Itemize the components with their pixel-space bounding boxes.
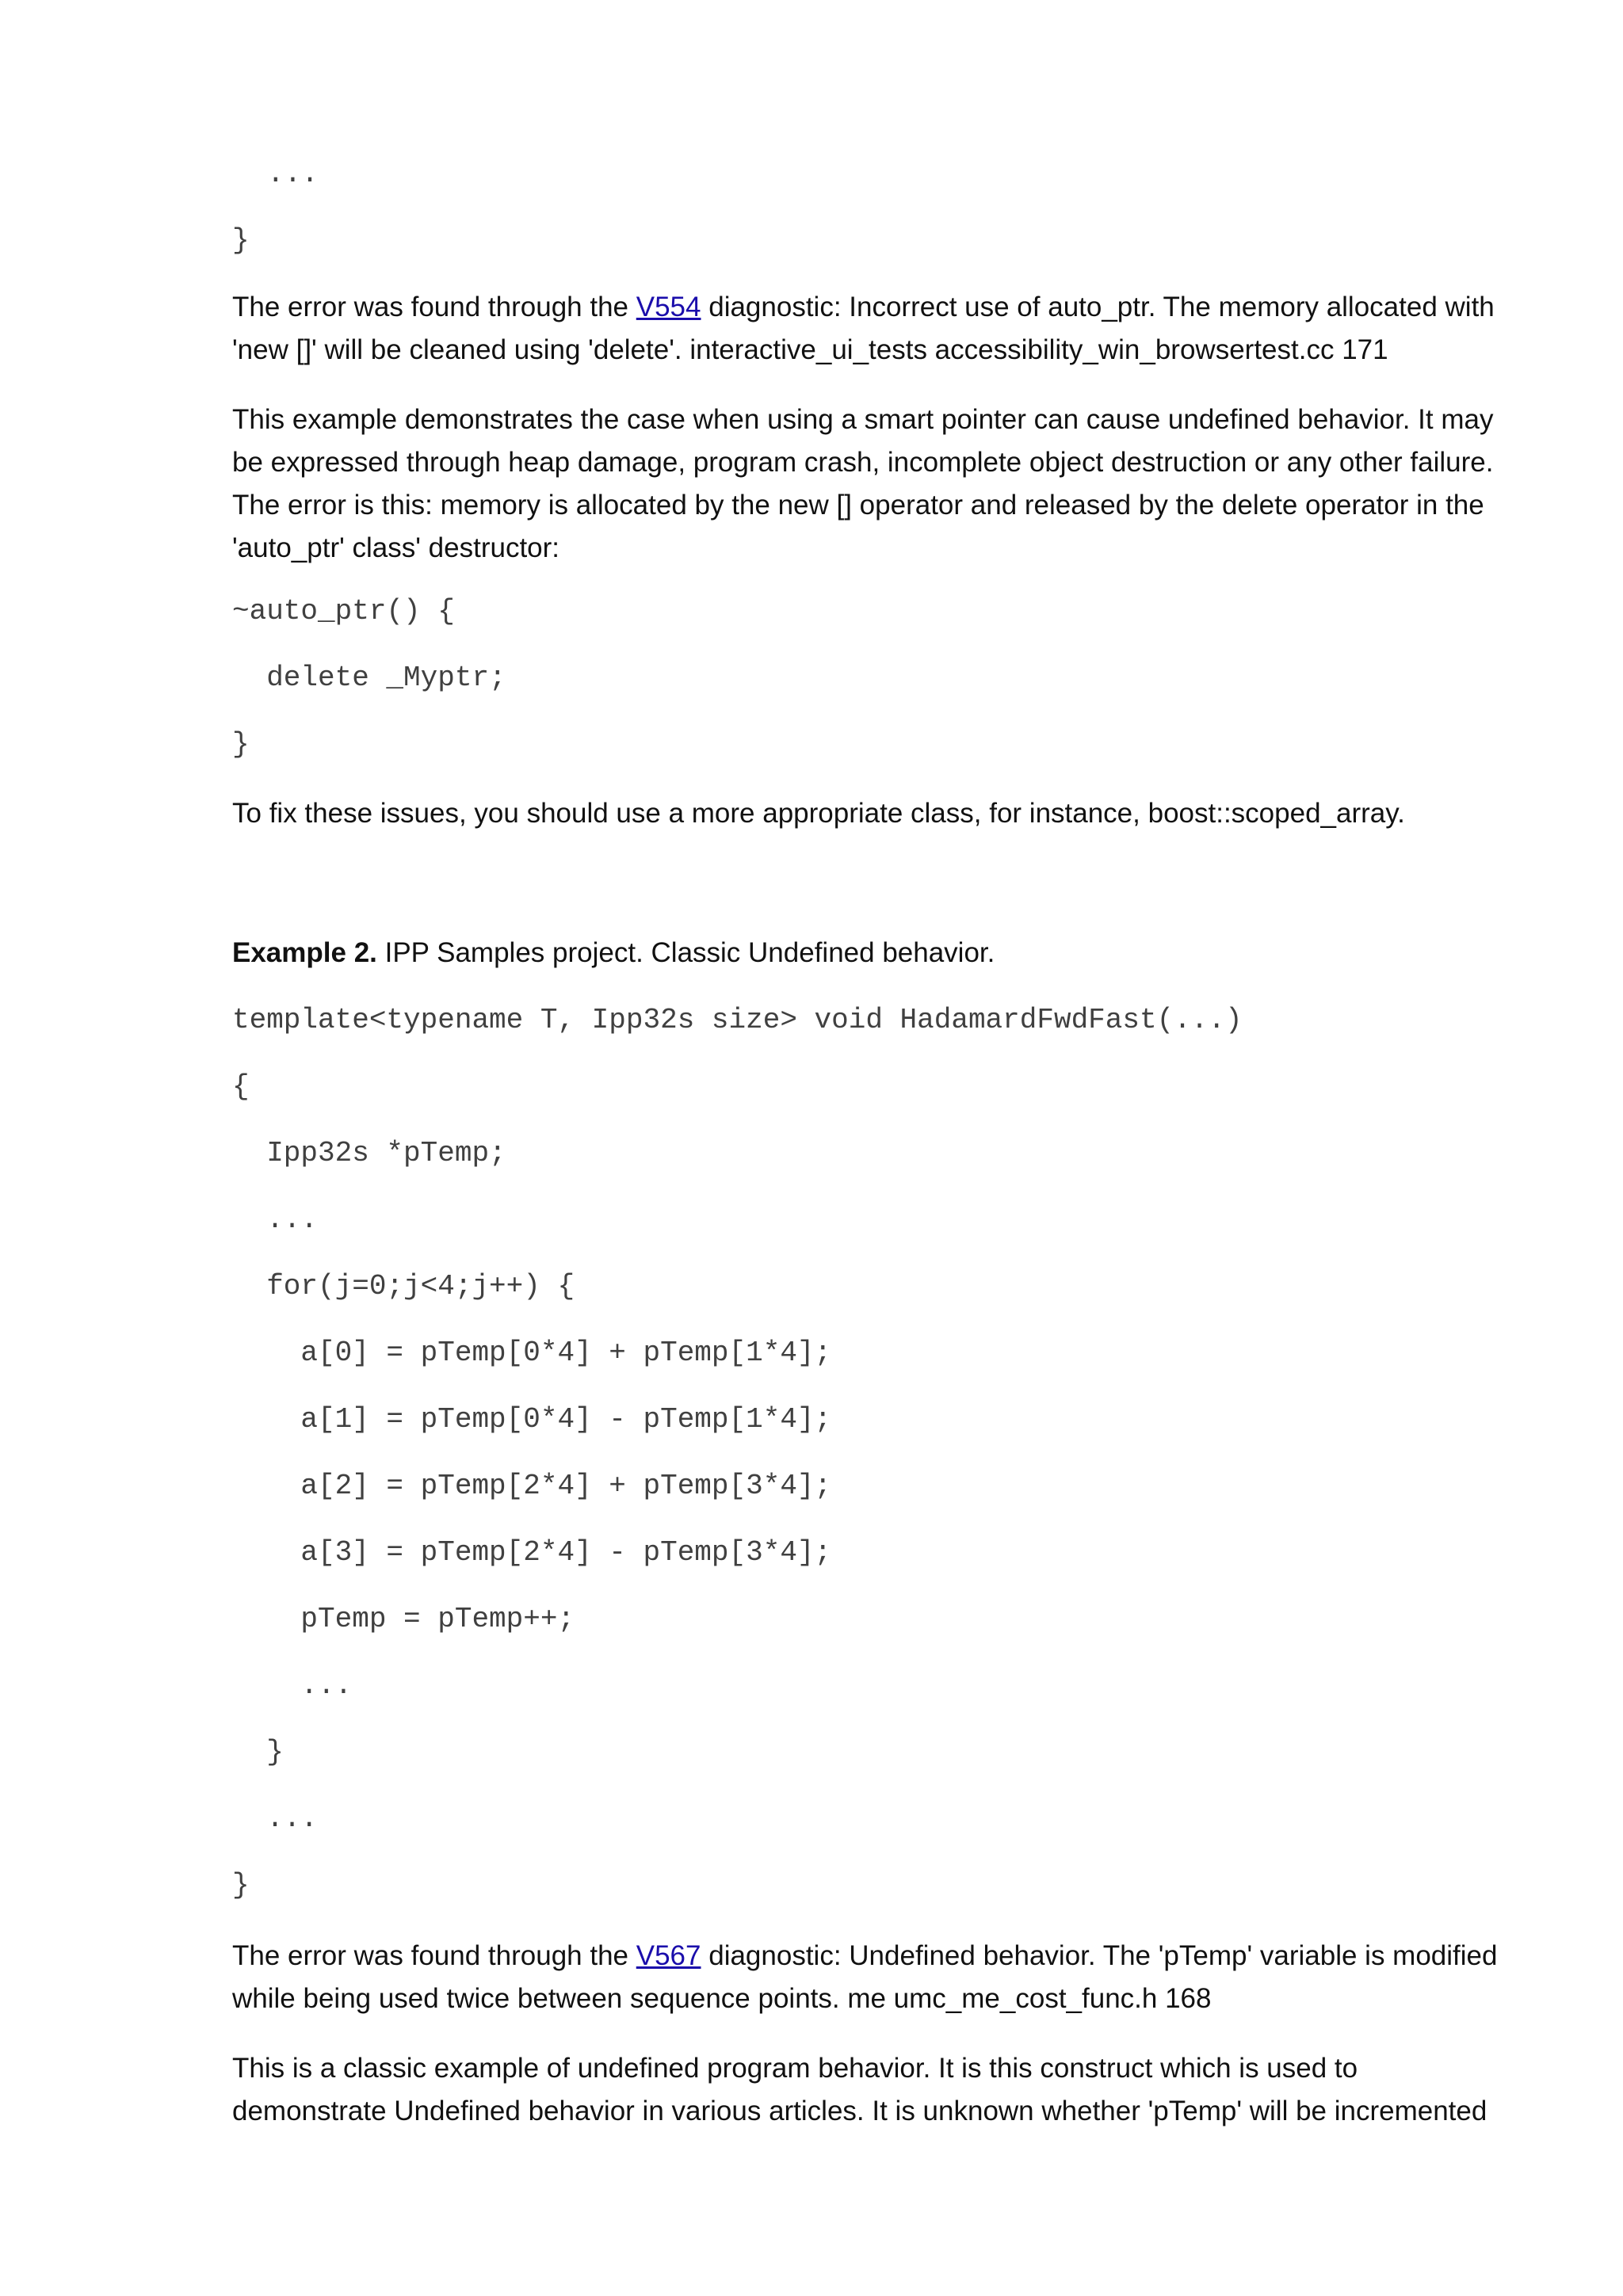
example-2-heading bbox=[232, 932, 1516, 974]
diagnostic-paragraph-v554 bbox=[232, 286, 1516, 372]
example-2-label: Example 2. bbox=[232, 937, 377, 968]
code-line-ptemp-inc: pTemp = pTemp++; bbox=[232, 1603, 575, 1635]
code-closing-brace: } bbox=[232, 224, 250, 257]
code-line-a1: a[1] = pTemp[0*4] - pTemp[1*4]; bbox=[232, 1403, 832, 1436]
code-line-for-close: } bbox=[232, 1736, 284, 1768]
code-ellipsis: ... bbox=[267, 158, 319, 190]
code-line-open-brace: { bbox=[232, 1070, 250, 1103]
code-line-func-close: } bbox=[232, 1869, 250, 1901]
diagnostic-text-before: The error was found through the bbox=[232, 292, 636, 322]
code-line-template: template<typename T, Ipp32s size> void HadamardFwdFast(...) bbox=[232, 1004, 1243, 1036]
code-line-a2: a[2] = pTemp[2*4] + pTemp[3*4]; bbox=[232, 1470, 832, 1502]
example-2-text: IPP Samples project. Classic Undefined behavior. bbox=[376, 937, 995, 968]
fix-paragraph: To fix these issues, you should use a more appropriate class, for instance, boost::scoped_array. bbox=[232, 798, 1405, 829]
v554-link[interactable]: V554 bbox=[636, 292, 701, 322]
code-line-delete: delete _Myptr; bbox=[232, 662, 506, 694]
diagnostic-text-after: diagnostic: Undefined behavior. The 'pTemp' variable is modified while being used twice between sequence points. me umc_me_cost_func.h 168 bbox=[232, 1940, 1498, 2014]
code-line-a0: a[0] = pTemp[0*4] + pTemp[1*4]; bbox=[232, 1337, 832, 1369]
code-line-ellipsis: ... bbox=[232, 1203, 319, 1236]
classic-example-paragraph: This is a classic example of undefined program behavior. It is this construct which is used to demonstrate Undefined behavior in various articles. It is unknown whether 'pTemp' will be incremented bbox=[232, 2053, 1487, 2126]
code-line-a3: a[3] = pTemp[2*4] - pTemp[3*4]; bbox=[232, 1536, 832, 1569]
code-line-ptemp-decl: Ipp32s *pTemp; bbox=[232, 1137, 506, 1169]
explanation-paragraph: This example demonstrates the case when using a smart pointer can cause undefined behavior. It may be expressed through heap damage, program crash, incomplete object destruction or any other failure. The error is this: memory is allocated by the new [] operator and released by the delete operator in the 'auto_ptr' class' destructor: bbox=[232, 404, 1494, 563]
code-line-outer-ellipsis: ... bbox=[232, 1802, 319, 1835]
code-line-inner-ellipsis: ... bbox=[232, 1669, 353, 1702]
v567-link[interactable]: V567 bbox=[636, 1940, 701, 1971]
diagnostic-paragraph-v567 bbox=[232, 1935, 1516, 2020]
code-line-brace: } bbox=[232, 728, 250, 761]
diagnostic-text-before: The error was found through the bbox=[232, 1940, 636, 1971]
code-line-destructor: ~auto_ptr() { bbox=[232, 595, 455, 627]
code-line-for: for(j=0;j<4;j++) { bbox=[232, 1270, 575, 1302]
diagnostic-text-after: diagnostic: Incorrect use of auto_ptr. The memory allocated with 'new []' will be cleaned using 'delete'. interactive_ui_tests accessibility_win_browsertest.cc 171 bbox=[232, 292, 1495, 365]
